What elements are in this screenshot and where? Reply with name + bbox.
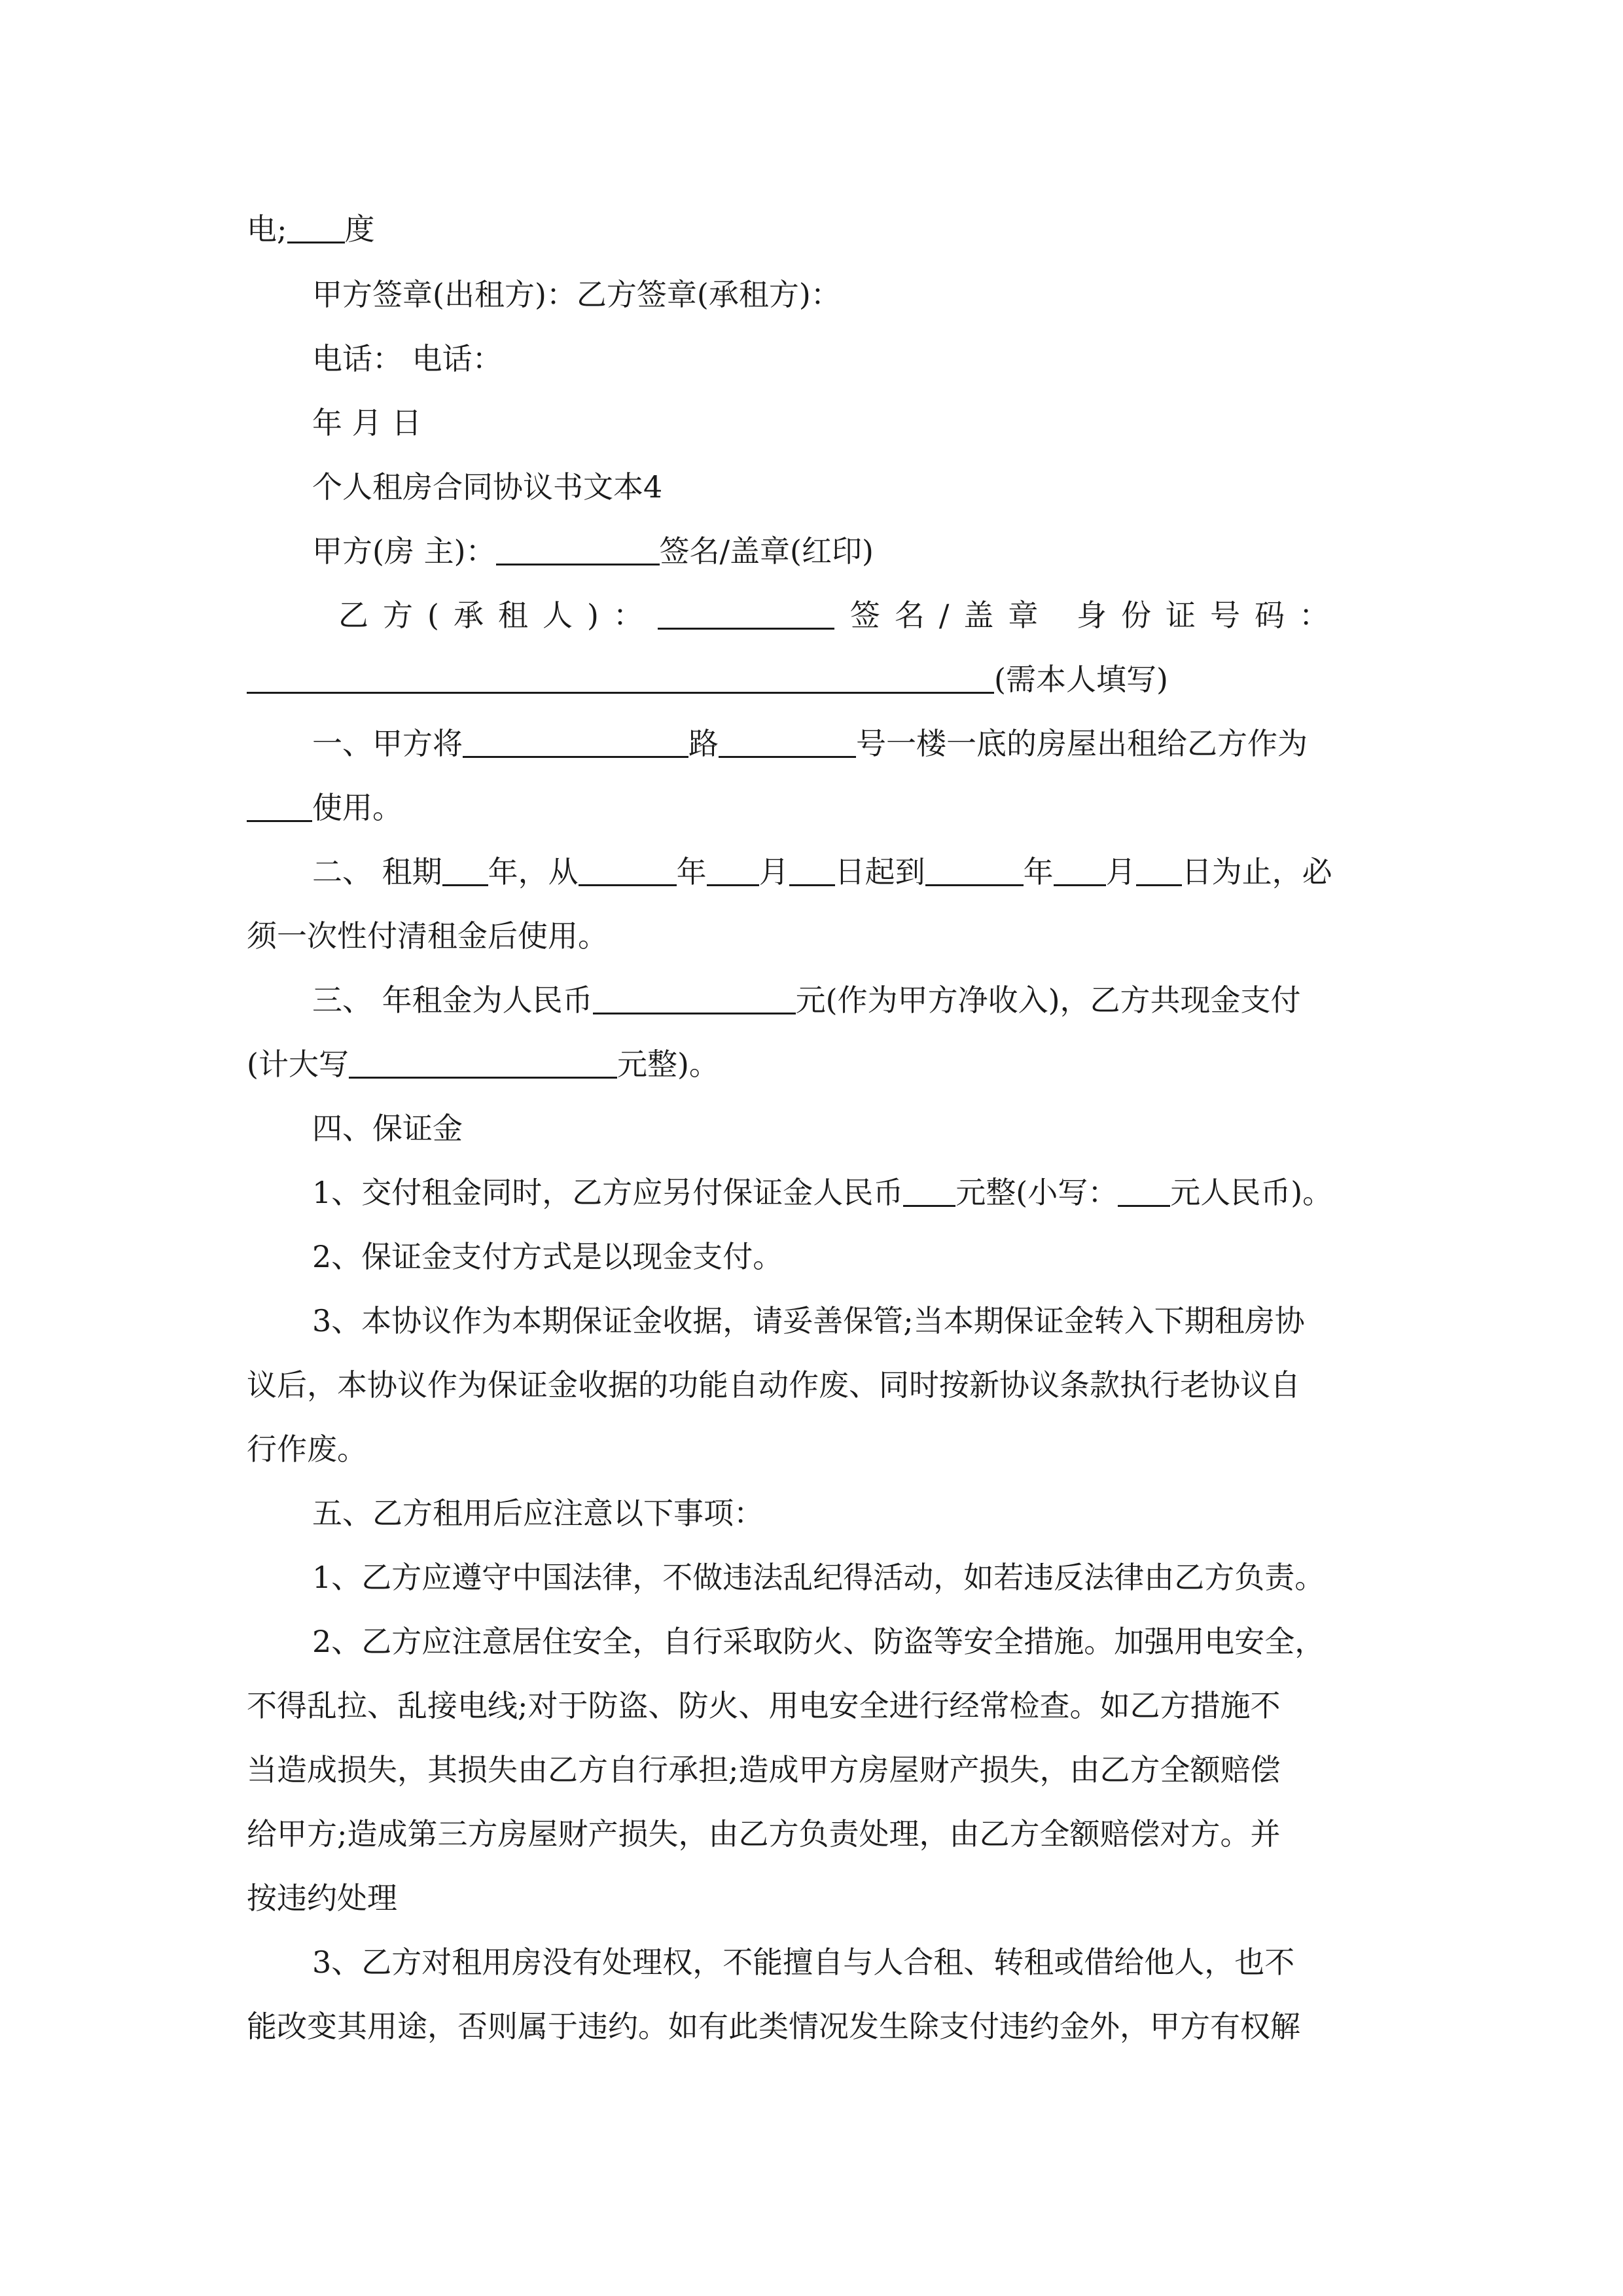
blank-line	[593, 982, 796, 1014]
line-date: 年 月 日	[312, 405, 422, 440]
line-party-b-id	[247, 660, 1376, 699]
blank-line	[579, 854, 677, 886]
text: 三、 年租金为人民币	[312, 982, 593, 1018]
note-2-line-5: 按违约处理	[247, 1880, 397, 1916]
deposit-item-1	[312, 1173, 1376, 1212]
text: 二、 租期	[312, 854, 442, 889]
deposit-item-3-line-2: 议后，本协议作为保证金收据的功能自动作废、同时按新协议条款执行老协议自	[247, 1367, 1300, 1403]
note-3-line-2: 能改变其用途，否则属于违约。如有此类情况发生除支付违约金外，甲方有权解	[247, 2009, 1300, 2044]
text: 电;	[247, 211, 287, 247]
text: 路	[688, 726, 719, 761]
section-title: 个人租房合同协议书文本4	[312, 469, 663, 505]
blank-line	[463, 726, 688, 758]
text: 度	[344, 211, 375, 247]
clause-2-line-1	[312, 852, 1376, 891]
text: 日起到	[834, 854, 925, 889]
deposit-item-3-line-1: 3、本协议作为本期保证金收据，请妥善保管;当本期保证金转入下期租房协	[312, 1303, 1305, 1338]
blank-line	[1118, 1175, 1170, 1207]
note-2-line-3: 当造成损失，其损失由乙方自行承担;造成甲方房屋财产损失，由乙方全额赔偿	[247, 1752, 1281, 1787]
text: 月	[1105, 854, 1136, 889]
blank-line	[925, 854, 1024, 886]
text: 元整)。	[616, 1047, 719, 1082]
text: (需本人填写)	[994, 662, 1168, 697]
text: 年	[676, 854, 707, 889]
text: 元人民币)。	[1170, 1175, 1333, 1210]
blank-line	[719, 726, 856, 758]
blank-line	[707, 854, 759, 886]
line-signatures: 甲方签章(出租方)：乙方签章(承租方)：	[312, 277, 841, 312]
text: 签名/盖章(红印)	[659, 533, 874, 569]
text: 日为止，必	[1181, 854, 1332, 889]
text: 1、交付租金同时，乙方应另付保证金人民币	[312, 1175, 904, 1210]
line-phones: 电话： 电话：	[312, 341, 503, 376]
blank-line	[1054, 854, 1106, 886]
blank-line	[247, 662, 994, 694]
section-notes: 五、乙方租用后应注意以下事项：	[312, 1496, 764, 1531]
note-2-line-1: 2、乙方应注意居住安全，自行采取防火、防盗等安全措施。加强用电安全，	[312, 1624, 1325, 1659]
blank-line	[789, 854, 835, 886]
clause-3-line-2	[247, 1045, 1376, 1084]
blank-line	[1136, 854, 1182, 886]
text: 一、甲方将	[312, 726, 463, 761]
blank-line	[496, 533, 660, 565]
text: 年	[1023, 854, 1054, 889]
line-electricity	[247, 209, 1376, 249]
clause-2-line-2: 须一次性付清租金后使用。	[247, 918, 608, 954]
text: (计大写	[247, 1047, 349, 1082]
text: 签名/盖章 身份证号码：	[849, 598, 1344, 633]
text: 月	[758, 854, 789, 889]
section-deposit: 四、保证金	[312, 1111, 463, 1146]
blank-line	[658, 598, 834, 630]
deposit-item-3-line-3: 行作废。	[247, 1431, 367, 1467]
line-party-b	[338, 596, 1376, 635]
note-1: 1、乙方应遵守中国法律，不做违法乱纪得活动，如若违反法律由乙方负责。	[312, 1560, 1325, 1595]
blank-line	[349, 1047, 617, 1079]
text: 年，从	[488, 854, 579, 889]
blank-line	[903, 1175, 955, 1207]
text: 号一楼一底的房屋出租给乙方作为	[856, 726, 1308, 761]
text: 使用。	[312, 790, 402, 825]
clause-1-line-1	[312, 724, 1376, 763]
note-3-line-1: 3、乙方对租用房没有处理权，不能擅自与人合租、转租或借给他人，也不	[312, 1945, 1295, 1980]
blank-line	[442, 854, 488, 886]
note-2-line-4: 给甲方;造成第三方房屋财产损失，由乙方负责处理，由乙方全额赔偿对方。并	[247, 1816, 1281, 1852]
text: 元(作为甲方净收入)，乙方共现金支付	[795, 982, 1301, 1018]
clause-1-line-2	[247, 788, 1376, 827]
text: 甲方(房 主)：	[312, 533, 496, 569]
text: 元整(小写：	[955, 1175, 1118, 1210]
blank-line	[247, 790, 312, 822]
blank-line	[287, 211, 345, 243]
clause-3-line-1	[312, 980, 1376, 1020]
text: 乙方(承租人)：	[338, 598, 658, 633]
line-party-a	[312, 531, 1376, 571]
deposit-item-2: 2、保证金支付方式是以现金支付。	[312, 1239, 783, 1274]
note-2-line-2: 不得乱拉、乱接电线;对于防盗、防火、用电安全进行经常检查。如乙方措施不	[247, 1688, 1281, 1723]
